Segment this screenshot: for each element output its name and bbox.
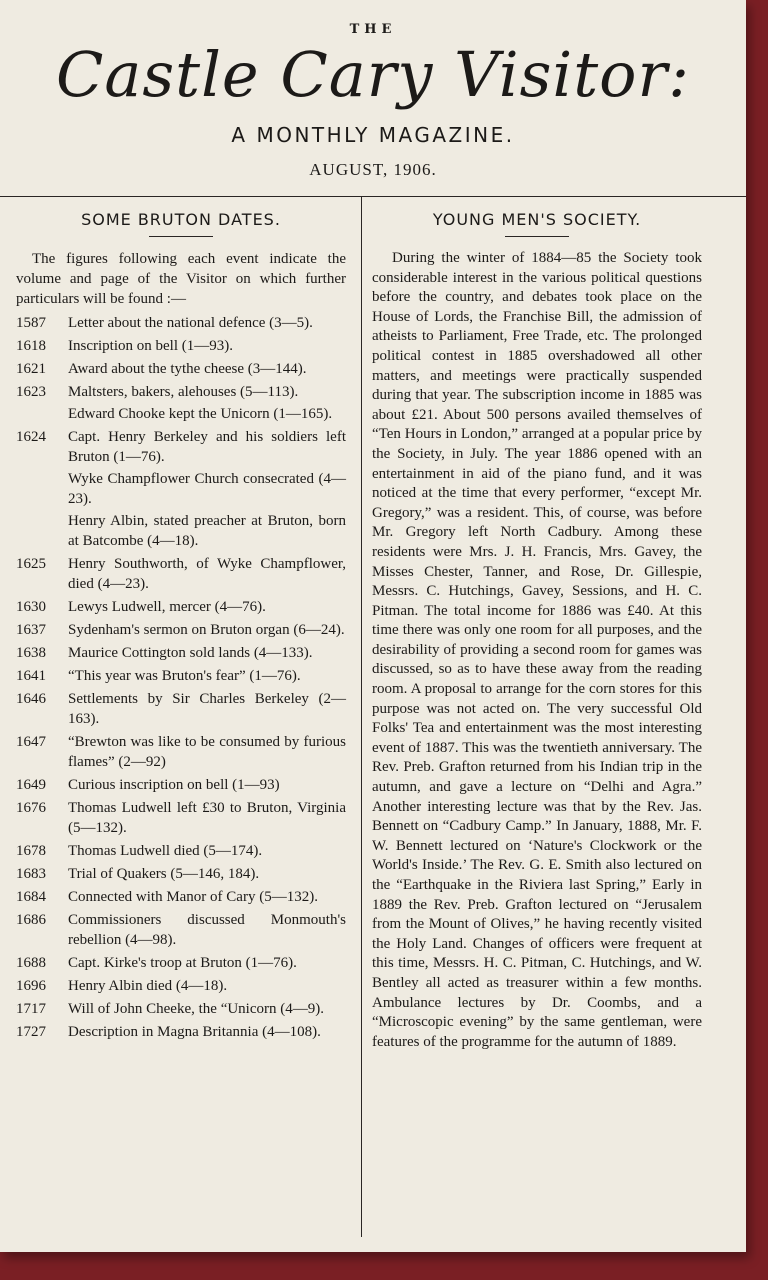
date-description xyxy=(68,999,346,1019)
date-description xyxy=(68,798,346,838)
date-year: 1587 xyxy=(16,315,46,331)
date-description xyxy=(68,620,346,640)
date-description xyxy=(68,732,346,772)
date-entry xyxy=(16,775,346,795)
date-year: 1696 xyxy=(16,978,46,994)
date-year: 1630 xyxy=(16,599,46,615)
date-event: Sydenham's sermon on Bruton organ (6—24). xyxy=(68,622,345,638)
date-entry xyxy=(16,732,346,772)
date-event: Capt. Henry Berkeley and his soldiers left Bruton (1—76). xyxy=(68,429,346,465)
date-year: 1623 xyxy=(16,384,46,400)
date-entry xyxy=(16,666,346,686)
date-entry xyxy=(16,798,346,838)
date-event: Capt. Kirke's troop at Bruton (1—76). xyxy=(68,955,297,971)
date-entry xyxy=(16,554,346,594)
dates-intro: The figures following each event indicate the volume and page of the Visitor on which further particulars will be found :— xyxy=(16,251,346,307)
date-event: “This year was Bruton's fear” (1—76). xyxy=(68,668,301,684)
date-entry xyxy=(16,336,346,356)
date-year: 1684 xyxy=(16,889,46,905)
date-event: Description in Magna Britannia (4—108). xyxy=(68,1024,321,1040)
date-entry xyxy=(16,313,346,333)
dates-list xyxy=(16,313,346,1042)
date-year: 1688 xyxy=(16,955,46,971)
article-body: During the winter of 1884—85 the Society took considerable interest in the various political questions before the country, and debates took place on the House of Lords, the Franchise Bill, the admission of atheists to Parliament, Free Trade, etc. The prolonged political contest in 1885 overshadowed all other matters, and meetings were practically suspended during that year. The subscription income in 1885 was about £21. About 500 persons availed themselves of “Ten Hours in London,” arranged at a popular price by the Society, in July. The year 1886 opened with an entertainment in aid of the piano fund, and it was noticed at the time that every performer, “except Mr. Gregory,” was a resident. This, of course, was before Mr. Gregory left North Cadbury. Among these residents were Mrs. J. H. Francis, Mrs. Gavey, the Misses Chester, Tanner, and Rose, Dr. Gillespie, Messrs. C. Hutchings, Gavey, Sessions, and H. C. Pitman. The total income for 1886 was £40. At this time there was only one room for all purposes, and the desirability of providing a second room for games was discussed, so as to have these away from the reading room. A proposal to arrange for the corn stores for this purpose was not acted on. The very successful Old Folks' Tea and entertainment was the most interesting event of 1887. This was the twentieth anniversary. The Rev. Preb. Grafton returned from his Indian trip in the autumn, and gave a lecture on “Delhi and Agra.” Another interesting lecture was that by the Rev. Jas. Bennett on “Cadbury Camp.” In January, 1888, Mr. F. W. Bennett lectured on ‘Nature's Clockwork or the World's Inside.’ The Rev. G. E. Smith also lectured on the “Earthquake in the Riviera last Spring,” Early in 1889 the Rev. Preb. Grafton lectured on “Jerusalem from the Mount of Olives,” he having recently visited the Holy Land. Changes of officers were frequent at this time, Messrs. H. C. Pitman, C. Hutchings, and W. Bentley all acted as treasurer within a few months. Ambulance lectures by Dr. Coombs, and a “Microscopic evening” by the same gentleman, were features of the programme for the autumn of 1889. xyxy=(372,250,702,1050)
date-year: 1686 xyxy=(16,912,46,928)
date-year: 1625 xyxy=(16,556,46,572)
date-description xyxy=(68,666,346,686)
masthead-title: Castle Cary Visitor: xyxy=(55,38,691,111)
date-year: 1624 xyxy=(16,429,46,445)
date-event: Will of John Cheeke, the “Unicorn (4—9). xyxy=(68,1001,324,1017)
date-description xyxy=(68,910,346,950)
date-description xyxy=(68,689,346,729)
date-event: Henry Albin died (4—18). xyxy=(68,978,228,994)
date-description xyxy=(68,864,346,884)
date-year: 1641 xyxy=(16,668,46,684)
date-year: 1676 xyxy=(16,800,46,816)
date-entry xyxy=(16,643,346,663)
date-event: Thomas Ludwell left £30 to Bruton, Virginia (5—132). xyxy=(68,800,346,836)
date-description xyxy=(68,427,346,551)
date-year: 1646 xyxy=(16,691,46,707)
date-year: 1678 xyxy=(16,843,46,859)
date-year: 1649 xyxy=(16,777,46,793)
date-entry xyxy=(16,841,346,861)
date-description xyxy=(68,359,346,379)
date-description xyxy=(68,597,346,617)
date-year: 1717 xyxy=(16,1001,46,1017)
date-year: 1683 xyxy=(16,866,46,882)
date-entry xyxy=(16,597,346,617)
date-event: Connected with Manor of Cary (5—132). xyxy=(68,889,318,905)
date-year: 1638 xyxy=(16,645,46,661)
date-entry xyxy=(16,910,346,950)
date-year: 1647 xyxy=(16,734,46,750)
date-entry xyxy=(16,887,346,907)
date-event: Inscription on bell (1—93). xyxy=(68,338,233,354)
heading-rule xyxy=(149,236,213,237)
left-column-heading: SOME BRUTON DATES. xyxy=(81,210,281,229)
date-description xyxy=(68,313,346,333)
date-entry xyxy=(16,999,346,1019)
date-description xyxy=(68,953,346,973)
date-description xyxy=(68,1022,346,1042)
date-event: Trial of Quakers (5—146, 184). xyxy=(68,866,260,882)
date-entry xyxy=(16,382,346,424)
date-event: Thomas Ludwell died (5—174). xyxy=(68,843,263,859)
date-event: Commissioners discussed Monmouth's rebellion (4—98). xyxy=(68,912,346,948)
masthead-the: THE xyxy=(349,22,397,37)
date-entry xyxy=(16,953,346,973)
date-event: Edward Chooke kept the Unicorn (1—165). xyxy=(68,406,333,422)
date-entry xyxy=(16,864,346,884)
masthead-subtitle: A MONTHLY MAGAZINE. xyxy=(231,123,515,147)
date-event: Lewys Ludwell, mercer (4—76). xyxy=(68,599,266,615)
date-description xyxy=(68,841,346,861)
date-year: 1727 xyxy=(16,1024,46,1040)
date-description xyxy=(68,643,346,663)
date-description xyxy=(68,336,346,356)
date-description xyxy=(68,775,346,795)
date-entry xyxy=(16,620,346,640)
right-column-heading: YOUNG MEN'S SOCIETY. xyxy=(432,210,642,229)
date-entry xyxy=(16,976,346,996)
date-entry xyxy=(16,427,346,551)
date-year: 1621 xyxy=(16,361,46,377)
date-event: Settlements by Sir Charles Berkeley (2—163). xyxy=(68,691,346,727)
date-description xyxy=(68,382,346,424)
date-event: Maurice Cottington sold lands (4—133). xyxy=(68,645,313,661)
masthead-rule xyxy=(0,196,746,197)
date-description xyxy=(68,887,346,907)
date-event: Henry Albin, stated preacher at Bruton, born at Batcombe (4—18). xyxy=(68,513,346,549)
date-year: 1618 xyxy=(16,338,46,354)
left-column xyxy=(16,204,346,1045)
column-divider xyxy=(361,197,362,1237)
right-column xyxy=(372,204,702,1052)
heading-rule xyxy=(505,236,569,237)
date-event: Award about the tythe cheese (3—144). xyxy=(68,361,307,377)
date-entry xyxy=(16,689,346,729)
date-event: Wyke Champflower Church consecrated (4—23). xyxy=(68,471,346,507)
date-event: “Brewton was like to be consumed by furious flames” (2—92) xyxy=(68,734,346,770)
date-entry xyxy=(16,1022,346,1042)
date-event: Maltsters, bakers, alehouses (5—113). xyxy=(68,384,299,400)
issue-date: AUGUST, 1906. xyxy=(309,160,437,179)
date-event: Curious inscription on bell (1—93) xyxy=(68,777,280,793)
date-year: 1637 xyxy=(16,622,46,638)
date-entry xyxy=(16,359,346,379)
date-description xyxy=(68,976,346,996)
date-event: Henry Southworth, of Wyke Champflower, died (4—23). xyxy=(68,556,346,592)
date-description xyxy=(68,554,346,594)
date-event: Letter about the national defence (3—5). xyxy=(68,315,313,331)
